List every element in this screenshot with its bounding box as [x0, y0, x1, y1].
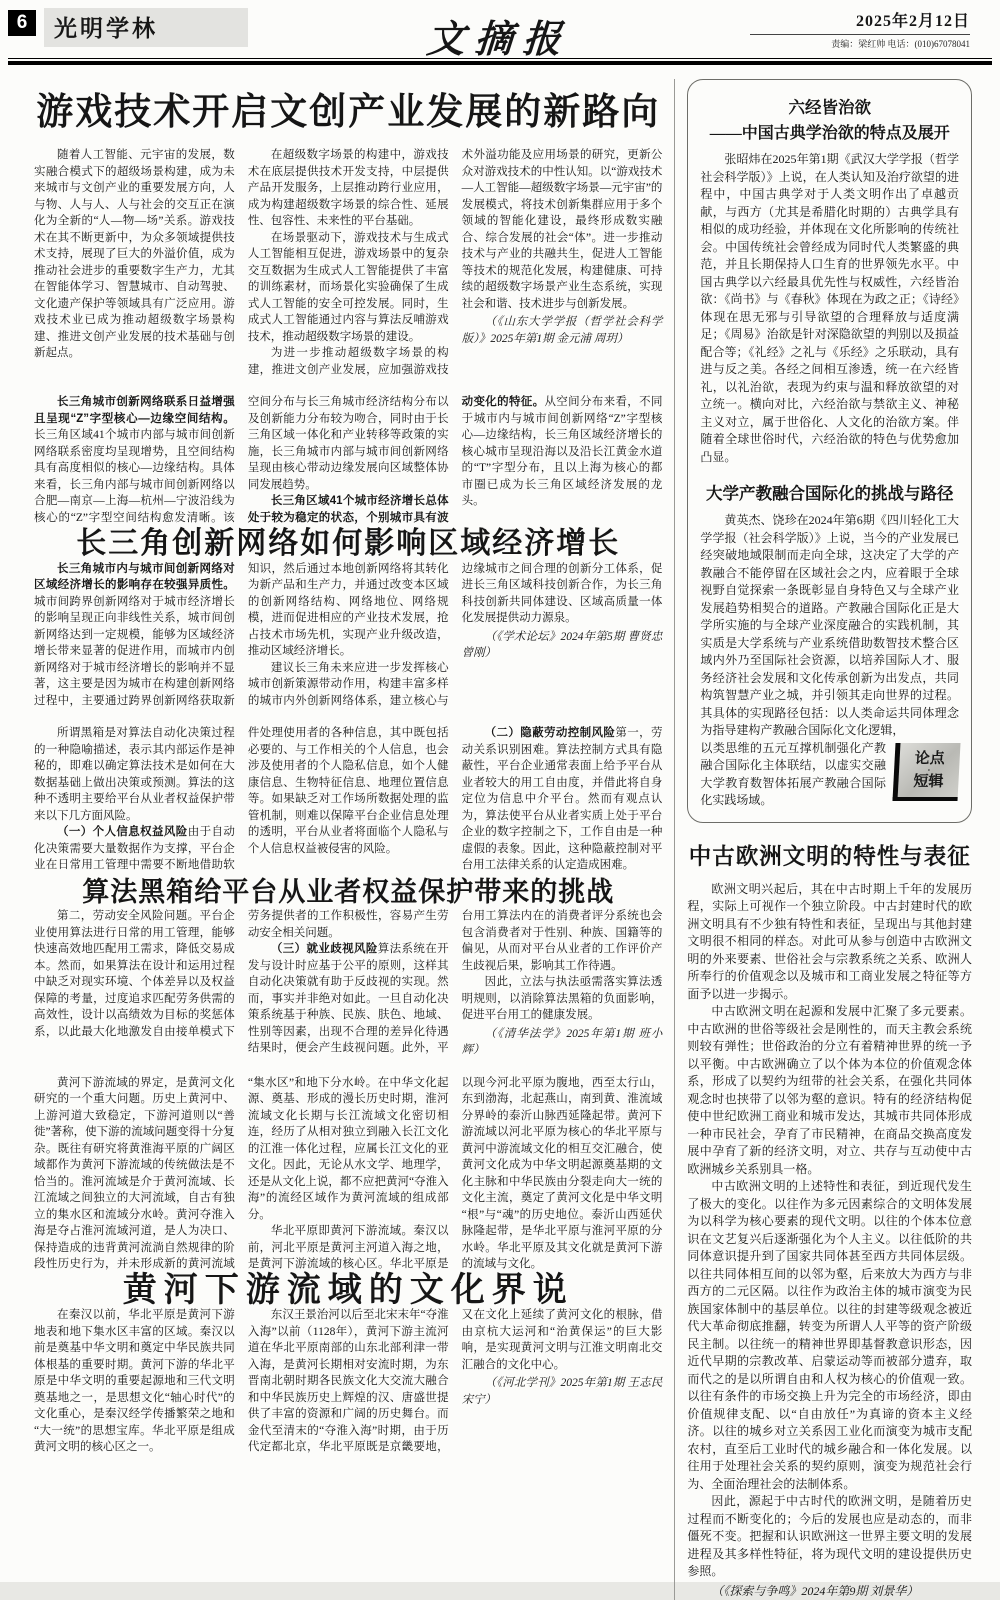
dot: · — [927, 766, 930, 773]
source-citation: （《山东大学学报（哲学社会科学版）》2025年第1期 金元浦 周玥） — [462, 314, 663, 347]
article-yangtze-delta-headline: 长三角创新网络如何影响区域经济增长 — [34, 536, 662, 553]
source-citation: （《清华法学》2025年第1期 班小辉） — [462, 1026, 663, 1059]
paragraph: （三）就业歧视风险算法系统在开发与设计时应基于公平的原则，这样其自动化决策就有助于反歧视的实现。然而，事实并非绝对如此。一旦自动化决策系统基于种族、民族、肤色、地域、性别等因素，出现不合理的差异化待遇结果时，便会产生歧视问题。此外，平台用工算法内在的消费者评分系统也会包含消费者对于性别、种族、国籍等的偏见，从而对平台从业者的工作评价产生歧视后果，影响其工作待遇。 — [248, 908, 663, 1059]
article-yellow-river-headline: 黄河下游流域的文化界说 — [34, 1283, 662, 1300]
article-game-tech-body — [34, 147, 662, 378]
masthead-logo: 文摘报 — [425, 8, 573, 63]
column-divider — [674, 79, 675, 1600]
article-liujing-title: 六经皆治欲 — [700, 94, 959, 118]
lundian-duanji-badge — [892, 743, 960, 801]
section-title: 光明学林 — [54, 15, 158, 41]
paragraph: 第二，劳动安全风险问题。平台企业使用算法进行日常的用工管理，能够快速高效地匹配用工需求，降低交易成本。然而，如果算法在设计和运用过程中缺乏对现实环境、个体差异以及权益保障的考量，过度追求匹配劳务供需的高效性，设计以高绩效为目标的奖惩体系，以此最大化地激发自由接单模式下劳务提供者的工作积极性，容易产生劳动安全相关问题。 — [34, 908, 449, 1059]
article-algorithm-blackbox — [34, 725, 662, 1059]
article-algorithm-blackbox-body — [34, 725, 662, 1059]
section-strip — [44, 8, 248, 47]
article-yangtze-delta-body — [34, 394, 662, 709]
paragraph: 在超级数字场景的构建中，游戏技术在底层提供技术开发支持，中层提供产品开发服务，上层推动跨行业应用，成为构建超级数字场景的综合性、延展性、包容性、未来性的平台基础。 — [248, 147, 449, 230]
issue-date: 2025年2月12日 — [750, 8, 970, 31]
article-game-tech — [34, 81, 662, 378]
article-liujing-subtitle: ——中国古典学治欲的特点及展开 — [700, 120, 959, 143]
paragraph: （二）隐蔽劳动控制风险第一，劳动关系识别困难。算法控制方式具有隐蔽性，平台企业通常表面上给予平台从业者较大的用工自由度，并借此将自身定位为信息中介平台。然而有观点认为，算法使平台从业者实质上处于平台企业的数字控制之下，工作自由是一种虚假的表象。因此，这种隐蔽控制对平台用工法律关系的认定造成困难。 — [462, 725, 663, 874]
paragraph: 在秦汉以前，华北平原是黄河下游地表和地下集水区丰富的区域。秦汉以前是奠基中华文明和奠定中华民族共同体根基的重要时期。黄河下游的华北平原是中华文明的重要起源地和三代文明奠基地之一，是思想文化“轴心时代”的文化重心，是秦汉经学传播繁荣之地和“大一统”的思想宝库。华北平原是组成黄河文明的核心区之一。 — [34, 1307, 235, 1456]
paragraph: 随着人工智能、元宇宙的发展，数实融合模式下的超级场景构建，成为未来城市与文创产业的重要发展方向，人与物、人与人、人与社会的交互正在演化为全新的“人—物—场”关系。游戏技术在其不断更新中，为众多领域提供技术支持，展现了巨大的外溢价值，成为推动社会进步的重要数字生产力，尤其在智能体学习、智慧城市、自动驾驶、文化遗产保护等领域具有广泛应用。游戏技术业已成为推动超级数字场景构建、推进文创产业发展的技术基础与创新起点。 — [34, 147, 235, 362]
page-number: 6 — [8, 10, 36, 36]
source-citation: （《河北学刊》2025年第1期 王志民 宋宁） — [462, 1375, 663, 1408]
paragraph: 为进一步推动超级数字场景的构建，推进文创产业发展，应加强游戏技术外溢功能及应用场景的研究，更新公众对游戏技术的中性认知。以“游戏技术—人工智能—超级数字场景—元宇宙”的发展模式，将技术创新集群应用于多个领域的智能化建设，最终形成数实融合、综合发展的社会“体”。进一步推动技术与产业的共融共生，促进人工智能等技术的规范化发展，构建健康、可持续的超级数字场景产业生态系统，实现社会和谐、技术进步与创新发展。 — [248, 147, 663, 378]
paragraph: 黄英杰、饶珍在2024年第6期《四川轻化工大学学报（社会科学版）》上说，当今的产业发展已经突破地域限制而走向全球，这决定了大学的产教融合不能停留在区域社会之内，应着眼于全球视野自觉探索一条既彰显自身特色又与全球产业发展趋势相契合的道路。产教融合国际化正是大学所实施的与全球产业深度融合的实践机制，其实质是大学系统与产业系统借助数智技术整合区域内外乃至国际社会资源，以培养国际人才、服务经济社会发展和文化传承创新为出发点，共同构筑智慧产业之城，并引领其走向世界的过程。其具体的实现路径包括：以人类命运共同体理念为指导建构产教融合国际化文化逻辑， — [700, 512, 959, 740]
header-right — [750, 8, 970, 50]
article-yellow-river — [34, 1075, 662, 1456]
article-yangtze-delta — [34, 394, 662, 709]
paragraph: 在场景驱动下，游戏技术与生成式人工智能相互促进，游戏场景中的复杂交互数据为生成式人工智能提供了丰富的训练素材，而场景化实验确保了生成式人工智能的安全可控发展。同时，生成式人工智能通过内容与算法反哺游戏技术，推动超级数字场景的建设。 — [248, 230, 449, 346]
article-medieval-europe — [687, 839, 972, 1600]
paragraph: 长三角城市内与城市间创新网络对区域经济增长的影响存在较强异质性。城市间跨界创新网络对于城市经济增长的影响呈现正向非线性关系，城市间创新网络达到一定规模，能够为区域经济增长带来显著的促进作用，而城市内创新网络对于城市经济增长的影响并不显著，这主要是因为城市在构建创新网络过程中，主要通过跨界创新网络获取新知识，然后通过本地创新网络将其转化为新产品和生产力，并通过改变本区域的创新网络结构、网络地位、网络规模，进而促进相应的产业技术发展，抢占技术市场先机，实现产业升级改造，推动区域经济增长。 — [34, 561, 449, 710]
paragraph: （一）个人信息权益风险由于自动化决策需要大量数据作为支撑，平台企业在日常用工管理中需要不断地借助软件处理使用者的各种信息，其中既包括必要的、与工作相关的个人信息，也会涉及使用者的个人隐私信息，如个人健康信息、生物特征信息、地理位置信息等。如果缺乏对工作场所数据处理的监管机制，则难以保障平台企业信息处理的透明，平台从业者将面临个人隐私与个人信息权益被侵害的风险。 — [34, 725, 449, 874]
paragraph: 中古欧洲文明的上述特性和表征，到近现代发生了极大的变化。以往作为多元因素综合的文明体发展为以科学为核心要素的现代文明。以往的个体本位意识在文艺复兴后逐渐强化为个人主义。以往低阶的共同体意识提升到了国家共同体甚至西方共同体层级。以往共同体相互间的以邻为壑，后来放大为西方与非西方的二元区隔。以往作为政治主体的城市演变为民族国家体制中的基层单位。以往的封建等级观念被近代大革命彻底推翻，转变为所谓人人平等的资产阶级民主制。以往统一的精神世界即基督教意识形态，因近代早期的宗教改革、启蒙运动等而被部分遗弃，取而代之的是以所谓自由和人权为核心的价值观一致。以往有条件的市场交换上升为完全的市场经济，即由价值规律支配、以“自由放任”为真谛的资本主义经济。以往的城乡对立关系因工业化而演变为城市支配农村，直至后工业时代的城乡融合和一体化发展。以往用于处理社会关系的契约原则，演变为规范社会行为、全面治理社会的法制体系。 — [687, 1178, 972, 1493]
article-game-tech-headline: 游戏技术开启文创产业发展的新路向 — [34, 81, 662, 135]
paragraph: 因此，立法与执法亟需落实算法透明规则，以消除算法黑箱的负面影响，促进平台用工的健康发展。 — [462, 974, 663, 1024]
digest-box — [687, 79, 972, 823]
paragraph: 华北平原即黄河下游流域。秦汉以前，河北平原是黄河主河道入海之地，是黄河下游流域的核心区。华北平原是以现今河北平原为腹地，西至太行山，东到渤海，北起燕山，南到黄、淮流域分界岭的泰沂山脉西延隆起带。黄河下游流域以河北平原为核心的华北平原与黄河中游流域文化的相互交汇融合，使黄河文化成为中华文明起源奠基期的文化主脉和中华民族由分裂走向大一统的文化主流，奠定了黄河文化是中华文明“根”与“魂”的历史地位。泰沂山西延伏脉隆起带，是华北平原与淮河平原的分水岭。华北平原及其文化就是黄河下游的流域与文化。 — [248, 1075, 663, 1273]
paragraph: 所谓黑箱是对算法自动化决策过程的一种隐喻描述，表示其内部运作是神秘的，即难以确定算法技术是如何在大数据基础上做出决策或预测。算法的这种不透明主要给平台从业者权益保护带来以下几方面风险。 — [34, 725, 235, 824]
right-region — [687, 79, 972, 1600]
badge-top: 论点 — [914, 750, 945, 766]
source-citation: （《探索与争鸣》2024年第9期 刘景华） — [687, 1583, 972, 1600]
badge-bottom: 短辑 — [913, 773, 944, 789]
article-chanjiao-title: 大学产教融合国际化的挑战与路径 — [700, 480, 959, 504]
source-citation: （《学术论坛》2024年第5期 曹贤忠 曾刚） — [462, 629, 663, 662]
page-header — [0, 0, 1000, 56]
paragraph: 张昭炜在2025年第1期《武汉大学学报（哲学社会科学版）》上说，在人类认知及治疗欲望的进程中，中国古典学对于人类文明作出了卓越贡献，与西方（尤其是希腊化时期的）古典学具有相似的成功经验，并体现在文化所影响的传统社会。中国传统社会曾经成为同时代人类繁盛的典范，并且长期保持人口生育的世界领先水平。中国古典学以六经最具优先性与权威性，六经皆治欲：《尚书》与《春秋》体现在为政之正；《诗经》体现在思无邪与引导欲望的合理释放与适度满足；《周易》治欲是针对深隐欲望的判别以及损益配合等；《礼经》之礼与《乐经》之乐联动，具有进与反之美。各经之间相互渗透，统一在六经皆礼，以礼治欲，表现为约束与温和释放欲望的对立统一。横向对比，六经治欲与禁欲主义、神秘主义对立，属于世俗化、人文化的治欲方案。伴随着全球世俗时代，六经治欲的特色与优势愈加凸显。 — [700, 151, 959, 466]
article-chanjiao-body — [700, 512, 959, 810]
paragraph: 因此，源起于中古时代的欧洲文明，是随着历史过程而不断变化的；今后的发展也应是动态的，而非僵死不变。把握和认识欧洲这一世界主要文明的发展进程及其多样性特征，将为现代文明的建设提供历史参照。 — [687, 1493, 972, 1581]
paragraph: 长三角城市创新网络联系日益增强且呈现“Z”字型核心—边缘空间结构。长三角区域41个城市内部与城市间创新网络联系密度均呈现增势，且空间结构具有高度相似的核心—边缘结构。具体来看，长三角内部与城市间创新网络以合肥—南京—上海—杭州—宁波沿线为核心的“Z”字型空间结构愈发清晰。该空间分布与长三角城市经济结构分布以及创新能力分布较为吻合，同时由于长三角区域一体化和产业转移等政策的实施，长三角城市内部与城市间创新网络呈现由核心带动边缘发展向区域整体协同发展趋势。 — [34, 394, 449, 526]
paragraph: 黄河下游流域的界定，是黄河文化研究的一个重大问题。历史上黄河中、上游河道大致稳定，下游河道则以“善徙”著称，使下游的流域问题变得十分复杂。既往有研究将黄淮海平原的广阔区域都作为黄河下游流域的传统做法是不恰当的。淮河流域是介于黄河流域、长江流域之间独立的大河流域，自古有独立的集水区和流域分水岭。黄河夺淮入海是夺占淮河流域河道，是人为决口、保持造成的违背黄河流淌自然规律的阶段性历史行为，并未形成新的黄河流域“集水区”和地下分水岭。在中华文化起源、奠基、形成的漫长历史时期，淮河流域文化长期与长江流域文化密切相连，经历了从相对独立到融入长江文化的江淮一体化过程，应属长江文化的亚文化。因此，无论从水文学、地理学，还是从文化上说，都不应把黄河“夺淮入海”的流经区域作为黄河流域的组成部分。 — [34, 1075, 449, 1273]
article-yellow-river-body — [34, 1075, 662, 1456]
paragraph: 东汉王景治河以后至北宋末年“夺淮入海”以前（1128年），黄河下游主流河道在华北平原南部的山东北部利津一带入海，是黄河长期相对安流时期，为东晋南北朝时期各民族文化大交流大融合和中华民族历史上辉煌的汉、唐盛世提供了丰富的资源和广阔的历史舞台。而金代至清末的“夺淮入海”时期，由于历代定都北京，华北平原既是京畿要地，又在文化上延续了黄河文化的根脉，借由京杭大运河和“治黄保运”的巨大影响，是实现黄河文明与江淮文明南北交汇融合的文化中心。 — [248, 1307, 663, 1456]
paragraph: 论点 · 短辑 以类思维的五元互撑机制强化产教融合国际化主体联结，以虚实交融大学教育数智体拓展产教融合国际化实践场域。 — [700, 740, 959, 810]
article-liujing-body — [700, 151, 959, 466]
article-algorithm-blackbox-headline: 算法黑箱给平台从业者权益保护带来的挑战 — [34, 884, 662, 901]
paragraph: 建议长三角未来应进一步发挥核心城市创新策源带动作用，构建丰富多样的城市内外创新网络体系，建立核心与边缘城市之间合理的创新分工体系，促进长三角区域科技创新合作，为长三角科技创新共同体建设、区域高质量一体化发展提供动力源泉。 — [248, 561, 663, 710]
masthead-wrap — [248, 8, 750, 63]
left-region — [34, 79, 662, 1600]
paragraph: 长三角区域41个城市经济增长总体处于较为稳定的状态，个别城市具有波动变化的特征。从空间分布来看，不同于城市内与城市间创新网络“Z”字型核心—边缘结构，长三角区域经济增长的核心城市呈现沿海以及沿长江黄金水道的“T”字型分布，且以上海为核心的都市圈已成为长三角区域经济发展的龙头。 — [248, 394, 663, 526]
article-medieval-europe-title: 中古欧洲文明的特性与表征 — [687, 839, 972, 871]
paragraph: 中古欧洲文明在起源和发展中汇聚了多元要素。中古欧洲的世俗等级社会是刚性的，而天主教会系统则较有弹性；世俗政治的分立有着精神世界的统一予以平衡。中古欧洲确立了以个体为本位的价值观念体系，形成了以契约为纽带的社会关系，在强化共同体观念时也挟带了以邻为壑的意识。特有的经济结构促使中世纪欧洲工商业和城市发达，其城市共同体形成一种市民社会，孕育了市民精神，在商品交换高度发展中孕育了新的经济文明，对立、共存与互动使中古欧洲城乡关系别具一格。 — [687, 1003, 972, 1178]
editor-line: 责编：梁红帅 电话：(010)67078041 — [750, 34, 970, 50]
main-content — [0, 65, 1000, 1600]
paragraph: 欧洲文明兴起后，其在中古时期上千年的发展历程，实际上可视作一个独立阶段。中古封建时代的欧洲文明具有不少独有特性和表征，呈现出与其他封建文明很不相同的样态。对此可从参与创造中古欧洲文明的外来要素、世俗社会与宗教系统之关系、欧洲人所奉行的价值观念以及城市和工商业发展之特征等方面予以进一步揭示。 — [687, 881, 972, 1004]
article-medieval-europe-body — [687, 881, 972, 1600]
